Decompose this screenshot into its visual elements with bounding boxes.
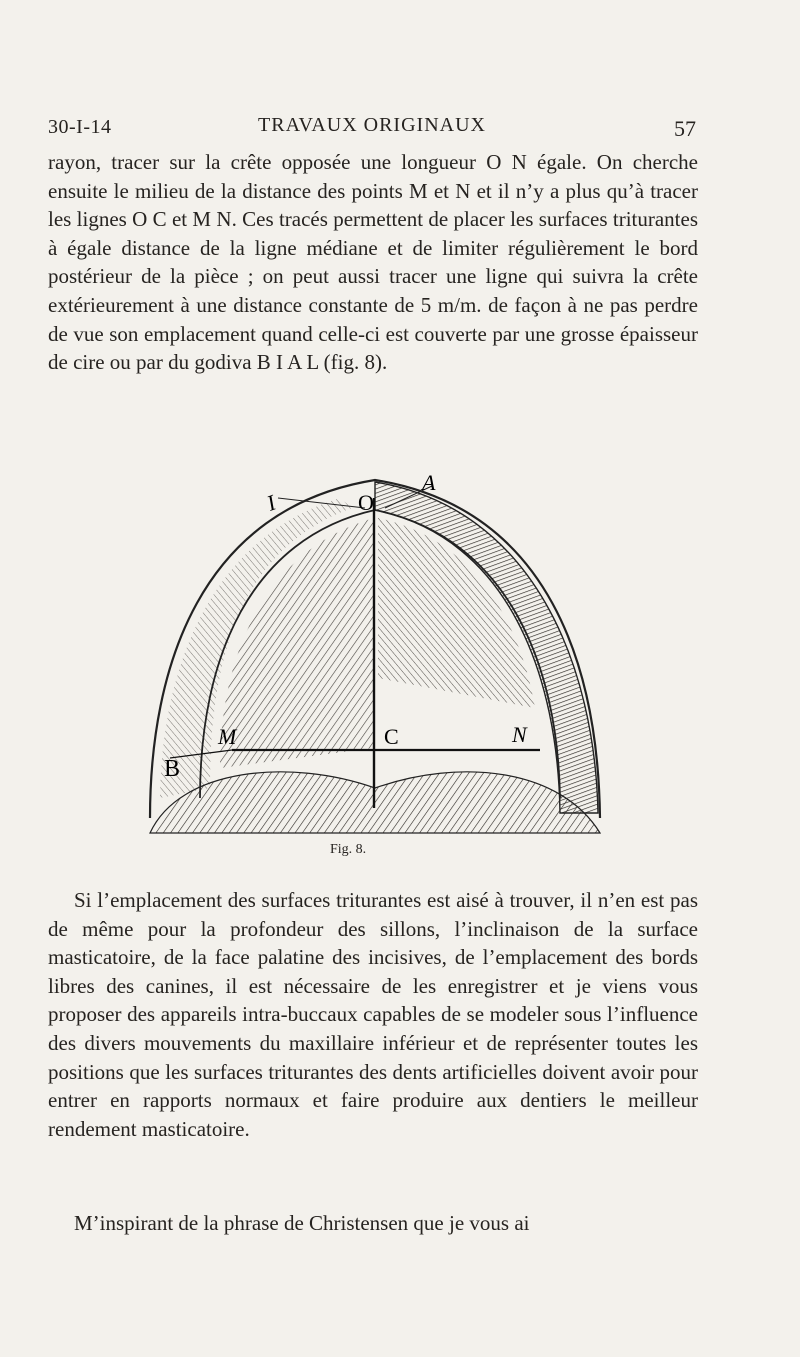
label-M: M [218, 724, 237, 749]
page-number: 57 [674, 116, 696, 141]
figure-caption: Fig. 8. [330, 842, 367, 857]
label-A: A [422, 470, 436, 495]
label-I: I [263, 489, 279, 516]
palate-left-shading [220, 518, 374, 768]
label-O: O [358, 490, 374, 515]
header-date: 30-I-14 [48, 116, 112, 138]
paragraph-3: M’inspirant de la phrase de Christensen que je vous ai [74, 1211, 530, 1235]
label-N: N [512, 722, 527, 747]
label-C: C [384, 724, 399, 749]
header-title: TRAVAUX ORIGINAUX [258, 114, 486, 136]
label-B: B [164, 756, 181, 782]
figure-8 [140, 468, 610, 840]
paragraph-2: Si l’emplacement des surfaces triturantes est aisé à trouver, il n’en est pas de même pour la profondeur des sillons, l’inclinaison de la surface masticatoire, de la face palatine des incisives, de l’emplacement des bords libres des canines, il est nécessaire de les enregistrer et je viens vous proposer des appareils intra-buccaux capables de se modeler sous l’influence des divers mouvements du maxillaire inférieur et de représenter toutes les positions que les surfaces triturantes des dents artificielles doivent avoir pour entrer en rapports normaux et faire produire aux dentiers le meilleur rendement masticatoire. [48, 888, 698, 1141]
running-header [48, 112, 696, 144]
palate-diagram [140, 468, 610, 840]
paragraph-1: rayon, tracer sur la crête opposée une longueur O N égale. On cherche ensuite le milieu de la distance des points M et N et il n’y a plus qu’à tracer les lignes O C et M N. Ces tracés permettent de placer les surfaces triturantes à égale distance de la ligne médiane et de limiter régulièrement le bord postérieur de la pièce ; on peut aussi tracer une ligne qui suivra la crête extérieurement à une distance constante de 5 m/m. de façon à ne pas perdre de vue son emplacement quand celle-ci est couverte par une grosse épaisseur de cire ou par du godiva B I A L (fig. 8). [48, 150, 698, 375]
